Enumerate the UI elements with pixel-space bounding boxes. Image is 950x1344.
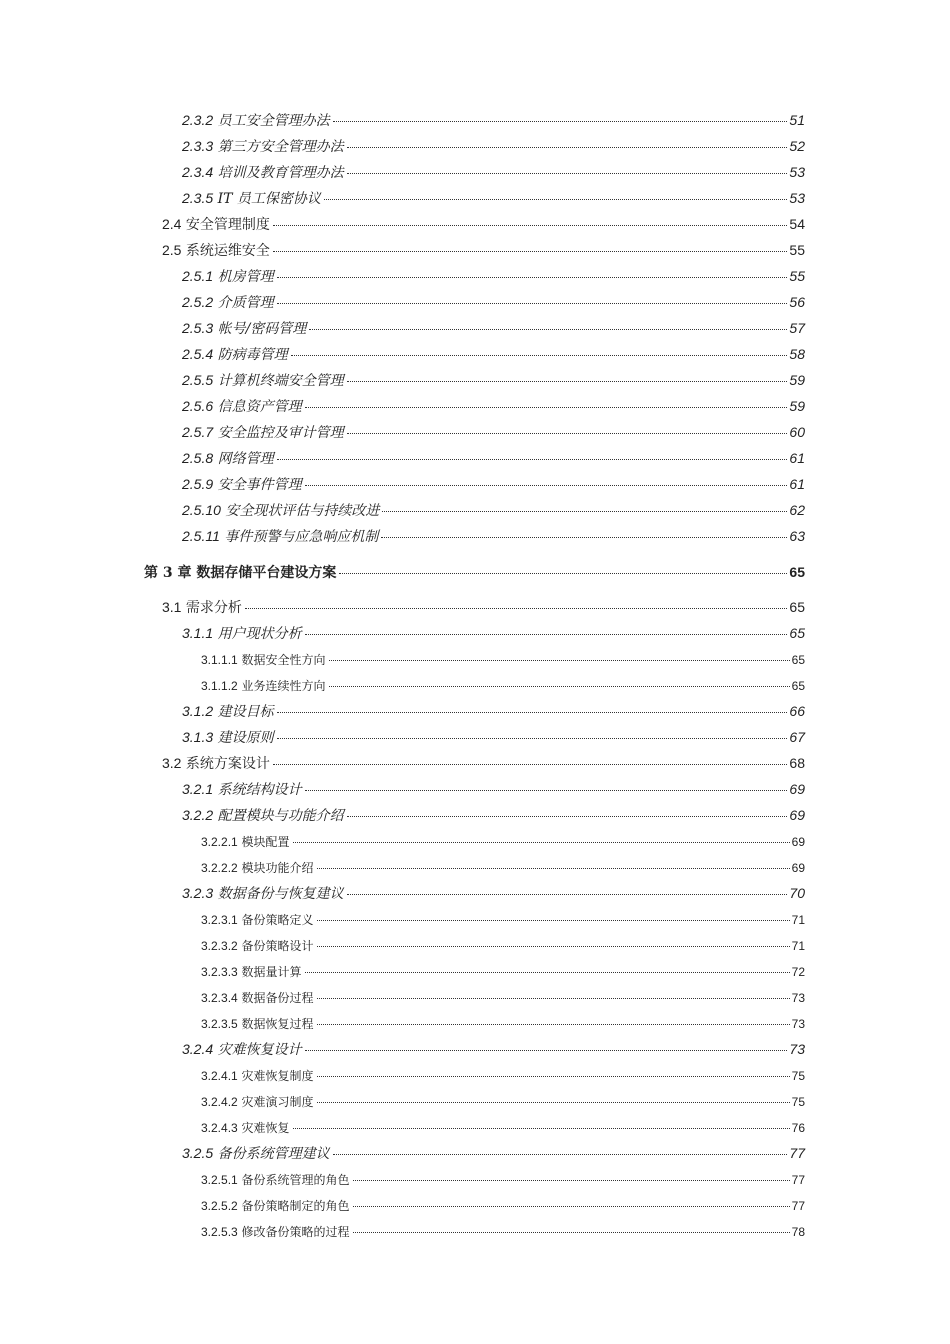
toc-entry-title: 数据量计算 (241, 965, 302, 979)
toc-entry-page: 76 (791, 1121, 805, 1135)
toc-entry-label (201, 963, 303, 980)
toc-entry-number: 3.2.2.1 (201, 835, 238, 849)
toc-entry-label (201, 651, 327, 668)
dot-leader (347, 147, 788, 148)
toc-entry-title: 用户现状分析 (217, 626, 302, 642)
toc-entry-number: 3.2.5.1 (201, 1173, 238, 1187)
toc-entry[interactable] (201, 1067, 805, 1084)
dot-leader (277, 712, 788, 713)
toc-entry-number: 2.3.4 (182, 164, 214, 180)
toc-entry-label (182, 266, 275, 286)
dot-leader (293, 1128, 790, 1129)
toc-entry-label (182, 370, 345, 390)
toc-entry-page: 77 (789, 1145, 805, 1161)
toc-entry-page: 67 (789, 729, 805, 745)
dot-leader (317, 868, 790, 869)
toc-entry[interactable] (201, 989, 805, 1006)
toc-entry-label (162, 597, 243, 617)
toc-entry-number: 2.5.9 (182, 476, 214, 492)
toc-entry-title: 系统运维安全 (185, 243, 270, 259)
toc-entry-page: 75 (791, 1069, 805, 1083)
toc-entry-number: 2.5 (162, 242, 182, 258)
toc-entry-page: 53 (789, 164, 805, 180)
toc-entry-page: 65 (789, 599, 805, 615)
toc-entry-label (182, 396, 303, 416)
toc-entry-label (201, 1223, 351, 1240)
toc-entry-page: 59 (789, 398, 805, 414)
toc-entry-page: 58 (789, 346, 805, 362)
toc-entry-page: 66 (789, 703, 805, 719)
toc-entry-page: 69 (789, 781, 805, 797)
toc-entry-label (182, 779, 303, 799)
dot-leader (317, 1024, 790, 1025)
toc-entry-page: 65 (791, 653, 805, 667)
dot-leader (277, 459, 788, 460)
toc-entry[interactable] (182, 292, 805, 312)
toc-entry[interactable] (182, 188, 805, 208)
toc-entry-number: 3.1 (162, 599, 182, 615)
toc-entry-number: 3.1.1.2 (201, 679, 238, 693)
dot-leader (329, 686, 790, 687)
dot-leader (381, 537, 787, 538)
toc-entry-page: 55 (789, 242, 805, 258)
toc-entry-label (201, 833, 291, 850)
toc-entry-page: 59 (789, 372, 805, 388)
toc-entry-page: 72 (791, 965, 805, 979)
toc-entry-label (162, 240, 271, 260)
toc-entry-label (162, 753, 271, 773)
dot-leader (339, 573, 787, 574)
toc-entry-page: 70 (789, 885, 805, 901)
toc-entry-title: 安全现状评估与持续改进 (225, 503, 380, 519)
dot-leader (382, 511, 787, 512)
toc-entry-label (182, 162, 345, 182)
toc-entry-number: 3.2.2 (182, 807, 214, 823)
toc-entry-page: 51 (789, 112, 805, 128)
toc-entry-page: 73 (789, 1041, 805, 1057)
toc-entry[interactable] (201, 937, 805, 954)
dot-leader (309, 329, 787, 330)
toc-entry-title: 数据存储平台建设方案 (196, 565, 337, 581)
toc-entry-label (182, 292, 275, 312)
toc-entry[interactable] (144, 562, 805, 582)
toc-entry-title: 备份策略定义 (241, 913, 314, 927)
dot-leader (305, 790, 788, 791)
toc-entry-title: 系统结构设计 (217, 782, 302, 798)
dot-leader (305, 1050, 788, 1051)
toc-entry-number: 3.2.3.5 (201, 1017, 238, 1031)
toc-entry-page: 77 (791, 1199, 805, 1213)
toc-entry[interactable] (201, 651, 805, 668)
toc-entry-number: 3.2 (162, 755, 182, 771)
toc-entry[interactable] (201, 1015, 805, 1032)
dot-leader (347, 894, 788, 895)
toc-entry-label (182, 1039, 303, 1059)
toc-entry-number: 2.5.1 (182, 268, 214, 284)
toc-entry-page: 73 (791, 991, 805, 1005)
toc-entry-page: 61 (789, 450, 805, 466)
toc-entry-number: 2.5.10 (182, 502, 221, 518)
toc-entry-label (182, 136, 345, 156)
toc-entry-page: 63 (789, 528, 805, 544)
toc-entry[interactable] (182, 162, 805, 182)
toc-entry[interactable] (162, 753, 805, 773)
dot-leader (353, 1180, 790, 1181)
toc-entry-label (182, 701, 275, 721)
toc-entry-title: 计算机终端安全管理 (217, 373, 344, 389)
toc-entry-number: 3.2.4 (182, 1041, 214, 1057)
toc-entry-page: 69 (791, 835, 805, 849)
toc-entry-page: 69 (789, 807, 805, 823)
toc-entry-number: 2.3.2 (182, 112, 214, 128)
toc-entry[interactable] (201, 677, 805, 694)
toc-entry-label (182, 318, 307, 338)
toc-entry[interactable] (162, 597, 805, 617)
toc-entry-number: 3.2.3.2 (201, 939, 238, 953)
toc-entry-title: 需求分析 (185, 600, 242, 616)
dot-leader (305, 972, 790, 973)
dot-leader (347, 381, 788, 382)
toc-entry-label (201, 1015, 315, 1032)
toc-entry-page: 68 (789, 755, 805, 771)
toc-entry[interactable] (201, 859, 805, 876)
toc-entry-number: 2.5.2 (182, 294, 214, 310)
toc-entry-title: 灾难恢复 (241, 1121, 290, 1135)
toc-entry-number: 3.2.3.1 (201, 913, 238, 927)
toc-entry-title: 网络管理 (217, 451, 274, 467)
dot-leader (333, 1154, 788, 1155)
toc-entry-page: 73 (791, 1017, 805, 1031)
toc-entry-page: 65 (789, 564, 805, 580)
dot-leader (273, 225, 788, 226)
dot-leader (277, 277, 788, 278)
toc-entry[interactable] (201, 1197, 805, 1214)
dot-leader (347, 173, 788, 174)
toc-entry-title: 安全管理制度 (185, 217, 270, 233)
dot-leader (305, 485, 788, 486)
toc-entry-title: 事件预警与应急响应机制 (224, 529, 379, 545)
toc-entry-page: 65 (791, 679, 805, 693)
dot-leader (293, 842, 790, 843)
toc-entry-number: 2.5.11 (182, 528, 220, 544)
toc-entry-number: 3.2.3.3 (201, 965, 238, 979)
toc-entry-title: 信息资产管理 (217, 399, 302, 415)
toc-entry-label (182, 422, 345, 442)
toc-entry-number: 2.4 (162, 216, 182, 232)
toc-entry-page: 75 (791, 1095, 805, 1109)
toc-entry-number: 2.3.3 (182, 138, 214, 154)
dot-leader (324, 199, 788, 200)
toc-entry-title: 灾难恢复设计 (217, 1042, 302, 1058)
toc-entry-title: 数据备份与恢复建议 (217, 886, 344, 902)
toc-entry[interactable] (182, 422, 805, 442)
toc-entry[interactable] (182, 344, 805, 364)
dot-leader (317, 920, 790, 921)
toc-entry-page: 61 (789, 476, 805, 492)
toc-entry-label (201, 1093, 315, 1110)
dot-leader (277, 738, 788, 739)
toc-entry-page: 78 (791, 1225, 805, 1239)
toc-entry-page: 62 (789, 502, 805, 518)
toc-entry[interactable] (182, 396, 805, 416)
toc-entry-label (182, 448, 275, 468)
toc-entry-number: 3.2.5 (182, 1145, 214, 1161)
toc-entry-label (201, 1119, 291, 1136)
toc-entry-label (201, 859, 315, 876)
toc-entry[interactable] (182, 370, 805, 390)
toc-entry-title: 灾难演习制度 (241, 1095, 314, 1109)
toc-entry-label (182, 623, 303, 643)
dot-leader (317, 946, 790, 947)
toc-entry-label (201, 937, 315, 954)
toc-entry[interactable] (162, 214, 805, 234)
toc-entry-label (201, 911, 315, 928)
toc-entry-number: 3.1.1 (182, 625, 214, 641)
toc-entry-title: 备份系统管理建议 (217, 1146, 330, 1162)
toc-entry-label (182, 110, 331, 130)
toc-entry-page: 60 (789, 424, 805, 440)
dot-leader (277, 303, 788, 304)
toc-entry-page: 55 (789, 268, 805, 284)
toc-entry-title: IT 员工保密协议 (217, 191, 321, 207)
toc-entry[interactable] (182, 136, 805, 156)
toc-entry[interactable] (182, 110, 805, 130)
toc-entry-label (201, 1171, 351, 1188)
toc-entry-number: 2.3.5 (182, 190, 214, 206)
toc-entry-title: 帐号/密码管理 (217, 321, 307, 337)
dot-leader (347, 816, 788, 817)
toc-entry-number: 第 3 章 (144, 565, 192, 581)
toc-entry-number: 2.5.6 (182, 398, 214, 414)
toc-entry-page: 65 (789, 625, 805, 641)
toc-entry-title: 建设原则 (217, 730, 274, 746)
toc-entry-number: 2.5.8 (182, 450, 214, 466)
toc-entry[interactable] (182, 448, 805, 468)
toc-entry-label (182, 727, 275, 747)
toc-entry-number: 3.2.3 (182, 885, 214, 901)
toc-entry-number: 2.5.4 (182, 346, 214, 362)
dot-leader (305, 407, 788, 408)
toc-entry-label (182, 805, 345, 825)
dot-leader (273, 251, 788, 252)
toc-entry[interactable] (182, 701, 805, 721)
toc-entry-label (182, 344, 289, 364)
toc-entry-page: 77 (791, 1173, 805, 1187)
toc-entry-title: 模块功能介绍 (241, 861, 314, 875)
toc-entry-label (144, 562, 337, 582)
toc-entry[interactable] (201, 1171, 805, 1188)
toc-entry-page: 52 (789, 138, 805, 154)
toc-entry-title: 介质管理 (217, 295, 274, 311)
toc-entry-number: 3.2.4.1 (201, 1069, 238, 1083)
toc-entry[interactable] (182, 474, 805, 494)
toc-entry[interactable] (182, 526, 805, 546)
toc-entry[interactable] (201, 963, 805, 980)
dot-leader (317, 1102, 790, 1103)
toc-entry-title: 备份系统管理的角色 (241, 1173, 350, 1187)
toc-entry[interactable] (201, 1223, 805, 1240)
toc-entry-title: 系统方案设计 (185, 756, 270, 772)
toc-entry-page: 71 (791, 939, 805, 953)
dot-leader (245, 608, 788, 609)
toc-entry[interactable] (182, 805, 805, 825)
toc-entry-page: 53 (789, 190, 805, 206)
toc-entry-number: 3.2.4.2 (201, 1095, 238, 1109)
toc-entry[interactable] (201, 911, 805, 928)
dot-leader (333, 121, 788, 122)
toc-entry-label (182, 474, 303, 494)
toc-entry-label (162, 214, 271, 234)
toc-entry[interactable] (182, 779, 805, 799)
toc-entry-number: 3.2.5.3 (201, 1225, 238, 1239)
toc-entry-number: 2.5.5 (182, 372, 214, 388)
toc-entry[interactable] (201, 1093, 805, 1110)
toc-entry-page: 56 (789, 294, 805, 310)
toc-entry-page: 69 (791, 861, 805, 875)
toc-entry-label (182, 526, 379, 546)
toc-entry-number: 3.2.1 (182, 781, 214, 797)
toc-entry-title: 防病毒管理 (217, 347, 288, 363)
dot-leader (317, 1076, 790, 1077)
toc-entry-title: 备份策略制定的角色 (241, 1199, 350, 1213)
toc-entry[interactable] (182, 318, 805, 338)
toc-entry-title: 数据备份过程 (241, 991, 314, 1005)
toc-entry-title: 建设目标 (217, 704, 274, 720)
dot-leader (317, 998, 790, 999)
toc-entry-title: 安全事件管理 (217, 477, 302, 493)
toc-entry-label (201, 677, 327, 694)
dot-leader (305, 634, 788, 635)
dot-leader (291, 355, 788, 356)
toc-entry-title: 第三方安全管理办法 (217, 139, 344, 155)
toc-entry-title: 配置模块与功能介绍 (217, 808, 344, 824)
toc-entry-label (182, 1143, 331, 1163)
toc-entry-page: 57 (789, 320, 805, 336)
toc-entry-title: 机房管理 (217, 269, 274, 285)
toc-entry[interactable] (201, 833, 805, 850)
toc-entry-title: 安全监控及审计管理 (217, 425, 344, 441)
dot-leader (353, 1206, 790, 1207)
toc-entry-number: 2.5.7 (182, 424, 214, 440)
toc-entry[interactable] (201, 1119, 805, 1136)
toc-entry-number: 3.1.1.1 (201, 653, 238, 667)
toc-entry[interactable] (182, 1039, 805, 1059)
toc-entry[interactable] (162, 240, 805, 260)
toc-entry-label (182, 500, 380, 520)
toc-entry-page: 54 (789, 216, 805, 232)
toc-entry-label (201, 1067, 315, 1084)
toc-entry[interactable] (182, 623, 805, 643)
toc-entry[interactable] (182, 1143, 805, 1163)
dot-leader (273, 764, 788, 765)
toc-entry-title: 数据恢复过程 (241, 1017, 314, 1031)
toc-entry-label (182, 188, 322, 208)
toc-entry-label (182, 883, 345, 903)
toc-entry-title: 模块配置 (241, 835, 290, 849)
toc-entry-number: 3.1.3 (182, 729, 214, 745)
dot-leader (347, 433, 788, 434)
toc-entry[interactable] (182, 266, 805, 286)
dot-leader (329, 660, 790, 661)
toc-entry-title: 员工安全管理办法 (217, 113, 330, 129)
toc-entry[interactable] (182, 500, 805, 520)
toc-entry-number: 3.2.3.4 (201, 991, 238, 1005)
toc-entry-title: 培训及教育管理办法 (217, 165, 344, 181)
dot-leader (353, 1232, 790, 1233)
toc-entry-label (201, 1197, 351, 1214)
toc-entry-number: 3.2.4.3 (201, 1121, 238, 1135)
toc-entry-label (201, 989, 315, 1006)
toc-entry-page: 71 (791, 913, 805, 927)
toc-entry-title: 备份策略设计 (241, 939, 314, 953)
toc-entry[interactable] (182, 883, 805, 903)
toc-entry-number: 3.2.5.2 (201, 1199, 238, 1213)
toc-entry-number: 3.2.2.2 (201, 861, 238, 875)
toc-entry-title: 灾难恢复制度 (241, 1069, 314, 1083)
toc-entry-number: 2.5.3 (182, 320, 214, 336)
toc-entry-title: 数据安全性方向 (241, 653, 326, 667)
toc-entry-number: 3.1.2 (182, 703, 214, 719)
toc-entry[interactable] (182, 727, 805, 747)
toc-entry-title: 修改备份策略的过程 (241, 1225, 350, 1239)
toc-entry-title: 业务连续性方向 (241, 679, 326, 693)
